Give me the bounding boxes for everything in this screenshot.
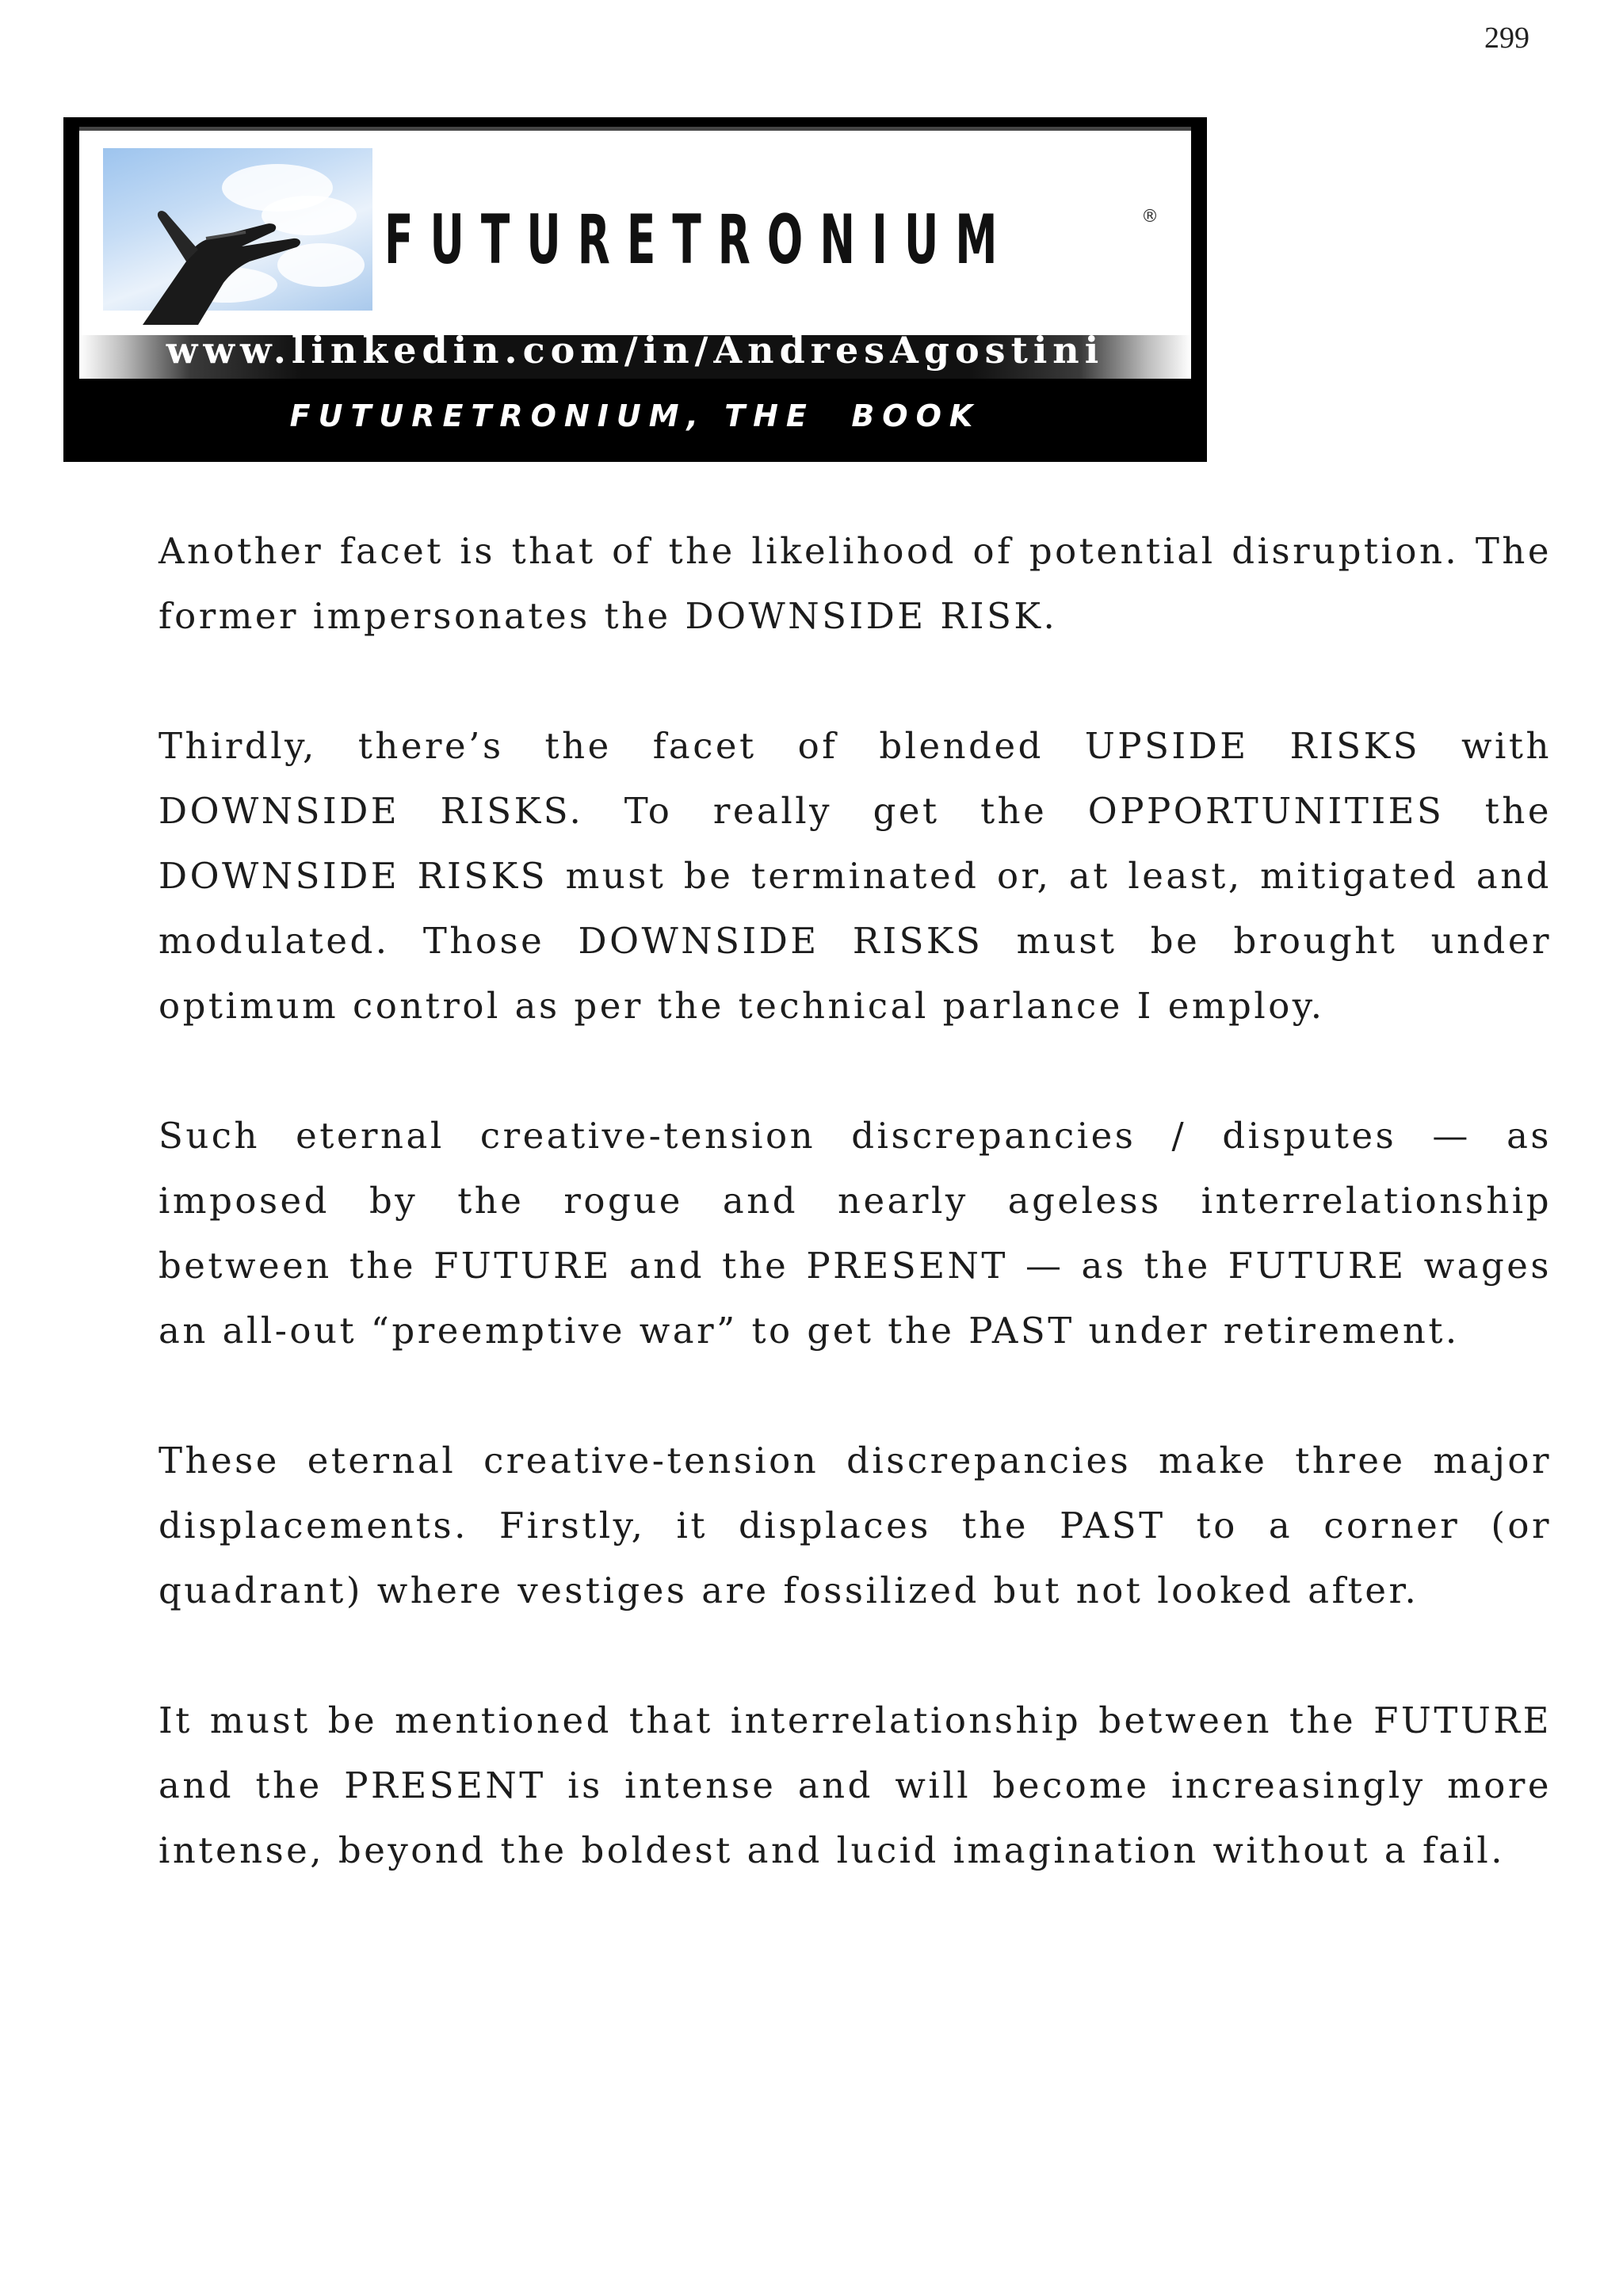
brand-title: FUTURETRONIUM (384, 200, 1014, 280)
paragraph: Another facet is that of the likelihood of potential disruption. The former impersonates the DOWNSIDE RISK. (158, 530, 1552, 637)
banner-top-panel (79, 127, 1191, 379)
reaching-hand-icon (111, 186, 309, 329)
page-number: 299 (1484, 21, 1529, 55)
paragraph: It must be mentioned that interrelationship between the FUTURE and the PRESENT is intense and will become increasingly more intense, beyond the boldest and lucid imagination without a fail. (158, 1699, 1552, 1871)
paragraph: These eternal creative-tension discrepancies make three major displacements. Firstly, it displaces the PAST to a corner (or quadrant) where vestiges are fossilized but not looked after. (158, 1440, 1552, 1611)
book-subtitle: FUTURETRONIUM, THE BOOK (289, 399, 981, 433)
body-text (158, 519, 1552, 1948)
paragraph: Such eternal creative-tension discrepancies / disputes — as imposed by the rogue and nearly ageless interrelationship between the FUTURE and the PRESENT — as the FUTURE wages an all-out “preemptive war” to get the PAST under retirement. (158, 1115, 1552, 1352)
paragraph: Thirdly, there’s the facet of blended UPSIDE RISKS with DOWNSIDE RISKS. To really get the OPPORTUNITIES the DOWNSIDE RISKS must be terminated or, at least, mitigated and modulated. Those DOWNSIDE RISKS must be brought under optimum control as per the technical parlance I employ. (158, 725, 1552, 1027)
registered-mark: ® (1141, 207, 1159, 227)
linkedin-url: www.linkedin.com/in/AndresAgostini (166, 329, 1105, 372)
futuretronium-banner (63, 117, 1207, 462)
